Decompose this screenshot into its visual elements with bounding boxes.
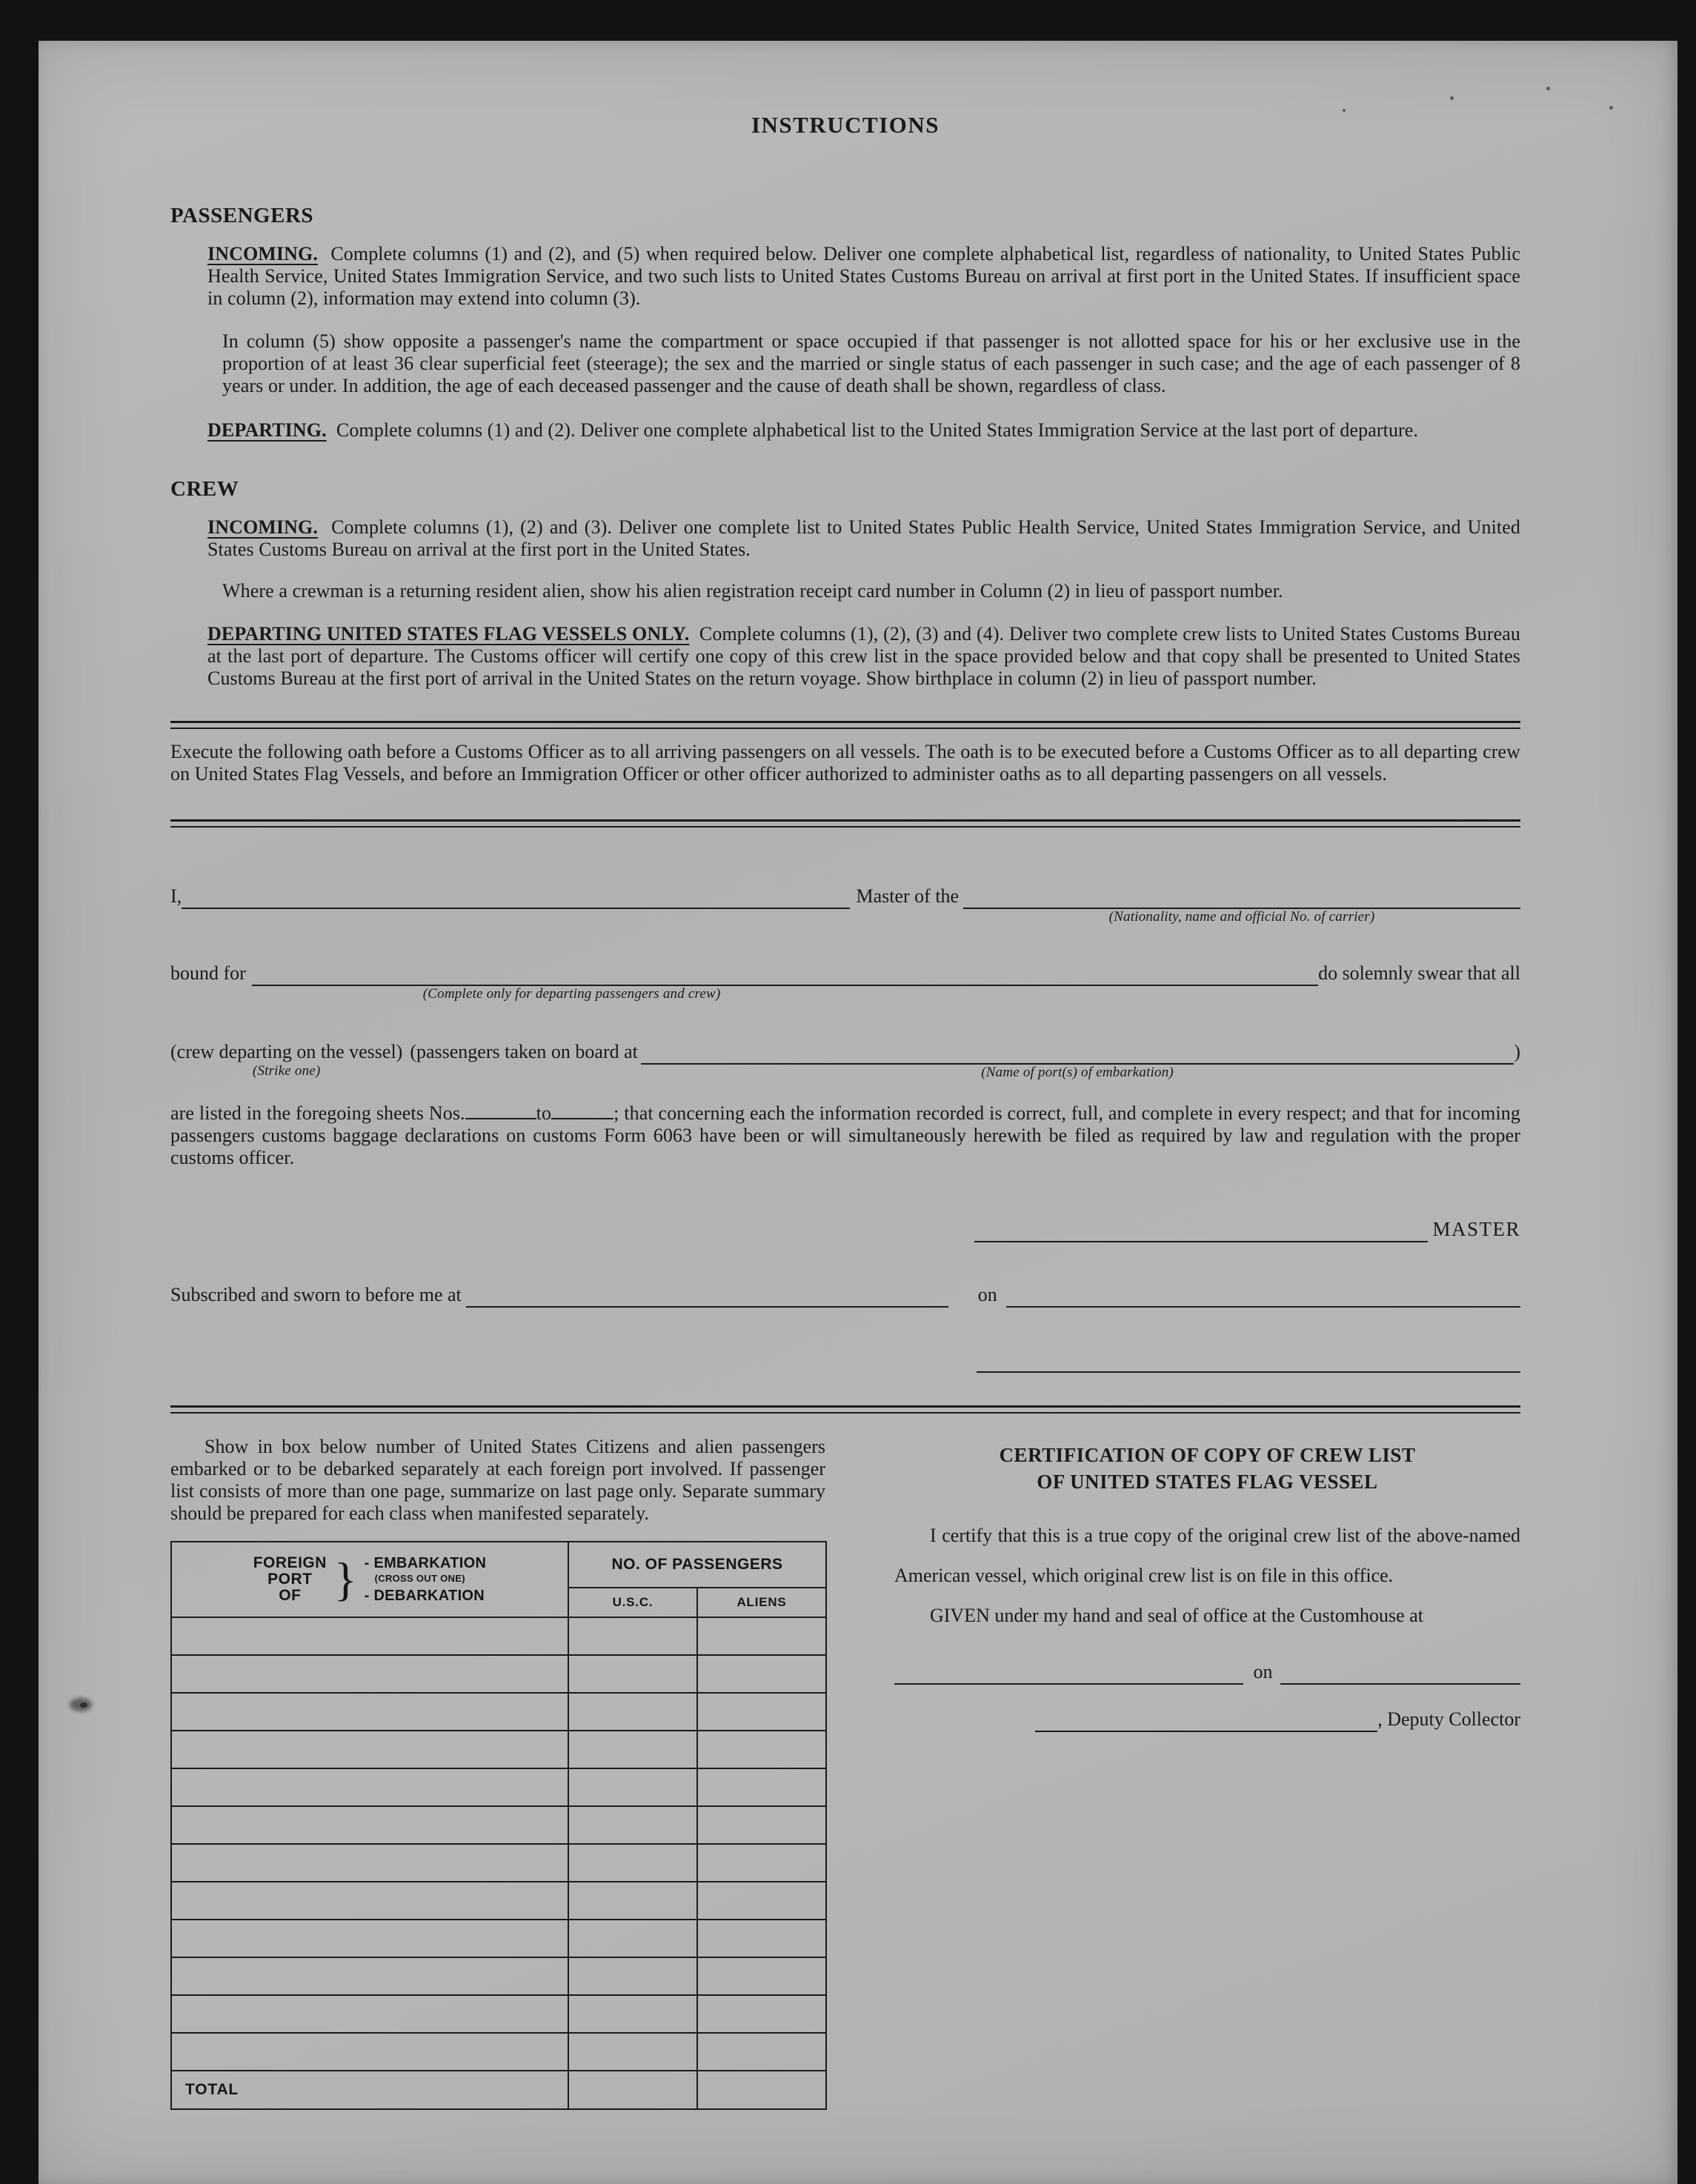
crew-departing-label: DEPARTING UNITED STATES FLAG VESSELS ONLY.	[207, 623, 690, 645]
port-table-cell	[697, 1693, 826, 1731]
port-table-row	[171, 1844, 826, 1882]
port-table-cell	[697, 1617, 826, 1655]
port-table-cell	[697, 1844, 826, 1882]
certification-title-line1: CERTIFICATION OF COPY OF CREW LIST	[999, 1444, 1416, 1466]
foreign-port-header-cell	[171, 1542, 568, 1617]
port-table-row	[171, 1995, 826, 2033]
port-table-cell	[568, 1731, 697, 1768]
port-table-row	[171, 1768, 826, 1806]
port-table-cell	[568, 1768, 697, 1806]
crewman-note-paragraph: Where a crewman is a returning resident alien, show his alien registration receipt card number in Column (2) in lieu of passport number.	[222, 580, 1283, 602]
of-word: OF	[279, 1587, 302, 1604]
port-table-row	[171, 2033, 826, 2071]
port-word: PORT	[267, 1571, 313, 1588]
crew-departing-option: (crew departing on the vessel)	[170, 1041, 403, 1062]
certification-title-line2: OF UNITED STATES FLAG VESSEL	[1037, 1471, 1378, 1493]
sheets-from-blank	[465, 1100, 536, 1119]
subscribed-row	[170, 1284, 1520, 1308]
sheets-to-blank	[551, 1100, 613, 1119]
oath-line-bound	[170, 962, 1520, 1002]
port-table-cell	[171, 1617, 568, 1655]
crew-departing-paragraph	[207, 623, 1520, 690]
port-table-row	[171, 1655, 826, 1693]
customhouse-date-blank	[1280, 1662, 1520, 1685]
debarkation-label: - DEBARKATION	[364, 1588, 485, 1604]
passengers-column5-paragraph: In column (5) show opposite a passenger's name the compartment or space occupied if that passenger is not allotted space for his or her exclusive use in the proportion of at least 36 clear superficial feet (steerage); the sex and the married or single status of each passenger in such case; and the age of each passenger of 8 years or under. In addition, the age of each deceased passenger and the cause of death shall be shown, regardless of class.	[222, 330, 1520, 396]
port-table-cell	[697, 1995, 826, 2033]
port-table-cell	[568, 1882, 697, 1920]
port-table-cell	[568, 1655, 697, 1693]
crew-incoming-label: INCOMING.	[207, 516, 318, 538]
divider-rule	[170, 721, 1520, 729]
crew-incoming-paragraph	[207, 516, 1520, 561]
port-table-cell	[171, 1731, 568, 1768]
total-aliens-cell	[697, 2071, 826, 2109]
customhouse-place-blank	[894, 1662, 1243, 1685]
crew-heading: CREW	[170, 477, 239, 501]
port-table-cell	[697, 1957, 826, 1995]
departing-text: Complete columns (1) and (2). Deliver one complete alphabetical list to the United States Immigration Service at the last port of departure.	[336, 419, 1419, 441]
master-of-label: Master of the	[856, 885, 960, 907]
crew-departing-text: Complete columns (1), (2), (3) and (4). Deliver two complete crew lists to United States Customs Bureau at the last port of departure. The Customs officer will certify one copy of this crew list in the space provided below and that copy shall be presented to United States Customs Bureau at the first port of arrival in the United States on the return voyage. Show birthplace in column (2) in lieu of passport number.	[207, 623, 1521, 689]
crew-incoming-text: Complete columns (1), (2) and (3). Deliver one complete list to United States Public Health Service, United States Immigration Service, and United States Customs Bureau on arrival at the first port in the United States.	[207, 516, 1520, 560]
i-label: I,	[170, 885, 182, 907]
oath-line-strike	[170, 1041, 1520, 1080]
total-label: TOTAL	[171, 2071, 568, 2109]
passengers-count-header: NO. OF PASSENGERS	[568, 1542, 826, 1588]
customhouse-on-label: on	[1253, 1661, 1273, 1682]
customhouse-row	[894, 1661, 1520, 1685]
officer-signature-row	[170, 1349, 1520, 1373]
port-table-cell	[171, 1693, 568, 1731]
incoming-text: Complete columns (1) and (2), and (5) when required below. Deliver one complete alphabetical list, regardless of nationality, to United States Public Health Service, United States Immigration Service, and two such lists to United States Customs Bureau on arrival at first port in the United States. If insufficient space in column (2), information may extend into column (3).	[207, 243, 1520, 309]
complete-only-note: (Complete only for departing passengers and crew)	[422, 986, 721, 1002]
departing-label: DEPARTING.	[207, 419, 327, 441]
master-signature-row	[170, 1218, 1520, 1242]
scan-speck	[1609, 106, 1613, 110]
port-table-cell	[568, 2033, 697, 2071]
aliens-column-header: ALIENS	[697, 1588, 826, 1617]
port-table-cell	[568, 1844, 697, 1882]
port-table-cell	[171, 1995, 568, 2033]
sheets-to-label: to	[536, 1102, 552, 1124]
port-table-cell	[171, 2033, 568, 2071]
passengers-option: (passengers taken on board at	[410, 1041, 638, 1062]
total-usc-cell	[568, 2071, 697, 2109]
bottom-section	[170, 1436, 1520, 2110]
port-table-cell	[568, 1995, 697, 2033]
port-table-row	[171, 1920, 826, 1957]
port-table-cell	[171, 1655, 568, 1693]
deputy-collector-label: , Deputy Collector	[1377, 1708, 1520, 1730]
master-name-blank	[182, 885, 850, 909]
port-table-row	[171, 1693, 826, 1731]
port-table-cell	[171, 1920, 568, 1957]
cross-out-note: (CROSS OUT ONE)	[374, 1573, 465, 1584]
embarkation-label: - EMBARKATION	[364, 1555, 487, 1571]
port-table-cell	[171, 1806, 568, 1844]
port-table-cell	[697, 1768, 826, 1806]
port-name-note: (Name of port(s) of embarkation)	[981, 1065, 1174, 1080]
foreign-port-label	[253, 1555, 327, 1604]
swear-text: do solemnly swear that all	[1318, 962, 1520, 984]
port-table-cell	[697, 2033, 826, 2071]
sworn-date-blank	[1006, 1284, 1520, 1308]
port-table-row	[171, 1806, 826, 1844]
port-table-cell	[171, 1882, 568, 1920]
form-content	[170, 41, 1520, 2110]
port-table-cell	[171, 1768, 568, 1806]
scan-speck	[1546, 87, 1550, 90]
sworn-place-blank	[466, 1284, 948, 1308]
port-table-row	[171, 1957, 826, 1995]
passengers-heading: PASSENGERS	[170, 204, 314, 227]
summary-paragraph: Show in box below number of United States Citizens and alien passengers embarked or to be debarked separately at each foreign port involved. If passenger list consists of more than one page, summarize on last page only. Separate summary should be prepared for each class when manifested separately.	[170, 1436, 825, 1524]
certification-title	[894, 1442, 1520, 1495]
strike-option-text	[170, 1041, 403, 1079]
sheets-before-text: are listed in the foregoing sheets Nos.	[170, 1102, 465, 1124]
divider-rule	[170, 819, 1520, 828]
deputy-collector-row	[894, 1708, 1520, 1732]
certification-body: I certify that this is a true copy of the original crew list of the above-named American vessel, which original crew list is on file in this office.	[894, 1525, 1520, 1586]
port-table-cell	[697, 1655, 826, 1693]
page-title: INSTRUCTIONS	[751, 112, 940, 138]
port-table-cell	[697, 1806, 826, 1844]
passengers-incoming-paragraph	[207, 243, 1520, 310]
port-table-cell	[568, 1806, 697, 1844]
certification-given-text: GIVEN under my hand and seal of office at the Customhouse at	[930, 1605, 1423, 1626]
sheets-paragraph	[170, 1100, 1520, 1169]
sworn-on-label: on	[977, 1284, 997, 1305]
port-table-cell	[697, 1882, 826, 1920]
sheets-after-text: ; that concerning each the information recorded is correct, full, and complete in every respect; and that for incoming passengers customs baggage declarations on customs Form 6063 have been or will simultaneously herewith be filed as required by law and regulation with the proper customs officer.	[170, 1102, 1520, 1168]
bound-for-label: bound for	[170, 962, 246, 984]
scan-smudge	[80, 1702, 87, 1708]
port-table-cell	[697, 1731, 826, 1768]
port-table-cell	[568, 1617, 697, 1655]
close-paren: )	[1514, 1041, 1520, 1062]
passengers-departing-paragraph	[207, 419, 1520, 442]
port-table-body	[171, 1617, 826, 2071]
master-label: MASTER	[1432, 1218, 1520, 1240]
divider-rule	[170, 1405, 1520, 1414]
strike-one-note: (Strike one)	[252, 1063, 321, 1079]
nationality-note: (Nationality, name and official No. of carrier)	[1108, 909, 1375, 925]
port-table-cell	[697, 1920, 826, 1957]
port-table-cell	[568, 1920, 697, 1957]
foreign-word: FOREIGN	[253, 1554, 327, 1571]
port-table-cell	[171, 1844, 568, 1882]
subscribed-label: Subscribed and sworn to before me at	[170, 1284, 462, 1305]
officer-signature-blank	[977, 1349, 1520, 1373]
incoming-label: INCOMING.	[207, 243, 318, 264]
oath-line-master	[170, 885, 1520, 925]
oath-intro-paragraph: Execute the following oath before a Customs Officer as to all arriving passengers on all vessels. The oath is to be executed before a Customs Officer as to all departing crew on United States Flag Vessels, and before an Immigration Officer or other officer authorized to administer oaths as to all departing passengers on all vessels.	[170, 741, 1520, 785]
foreign-port-table	[170, 1541, 827, 2110]
scanned-paper	[39, 41, 1677, 2184]
master-signature-blank	[974, 1219, 1428, 1242]
destination-blank	[252, 962, 1318, 1002]
deputy-signature-blank	[1035, 1710, 1377, 1732]
port-table-row	[171, 1882, 826, 1920]
certification-column	[894, 1436, 1520, 2110]
port-table-cell	[568, 1957, 697, 1995]
summary-column	[170, 1436, 825, 2110]
usc-column-header: U.S.C.	[568, 1588, 697, 1617]
brace-glyph: }	[333, 1553, 357, 1605]
port-table-row	[171, 1617, 826, 1655]
port-table-cell	[568, 1693, 697, 1731]
port-table-row	[171, 1731, 826, 1768]
total-row	[171, 2071, 826, 2109]
carrier-blank	[963, 885, 1520, 925]
port-table-cell	[171, 1957, 568, 1995]
embarkation-ports-blank	[641, 1041, 1514, 1080]
embark-debark-label	[365, 1556, 487, 1603]
